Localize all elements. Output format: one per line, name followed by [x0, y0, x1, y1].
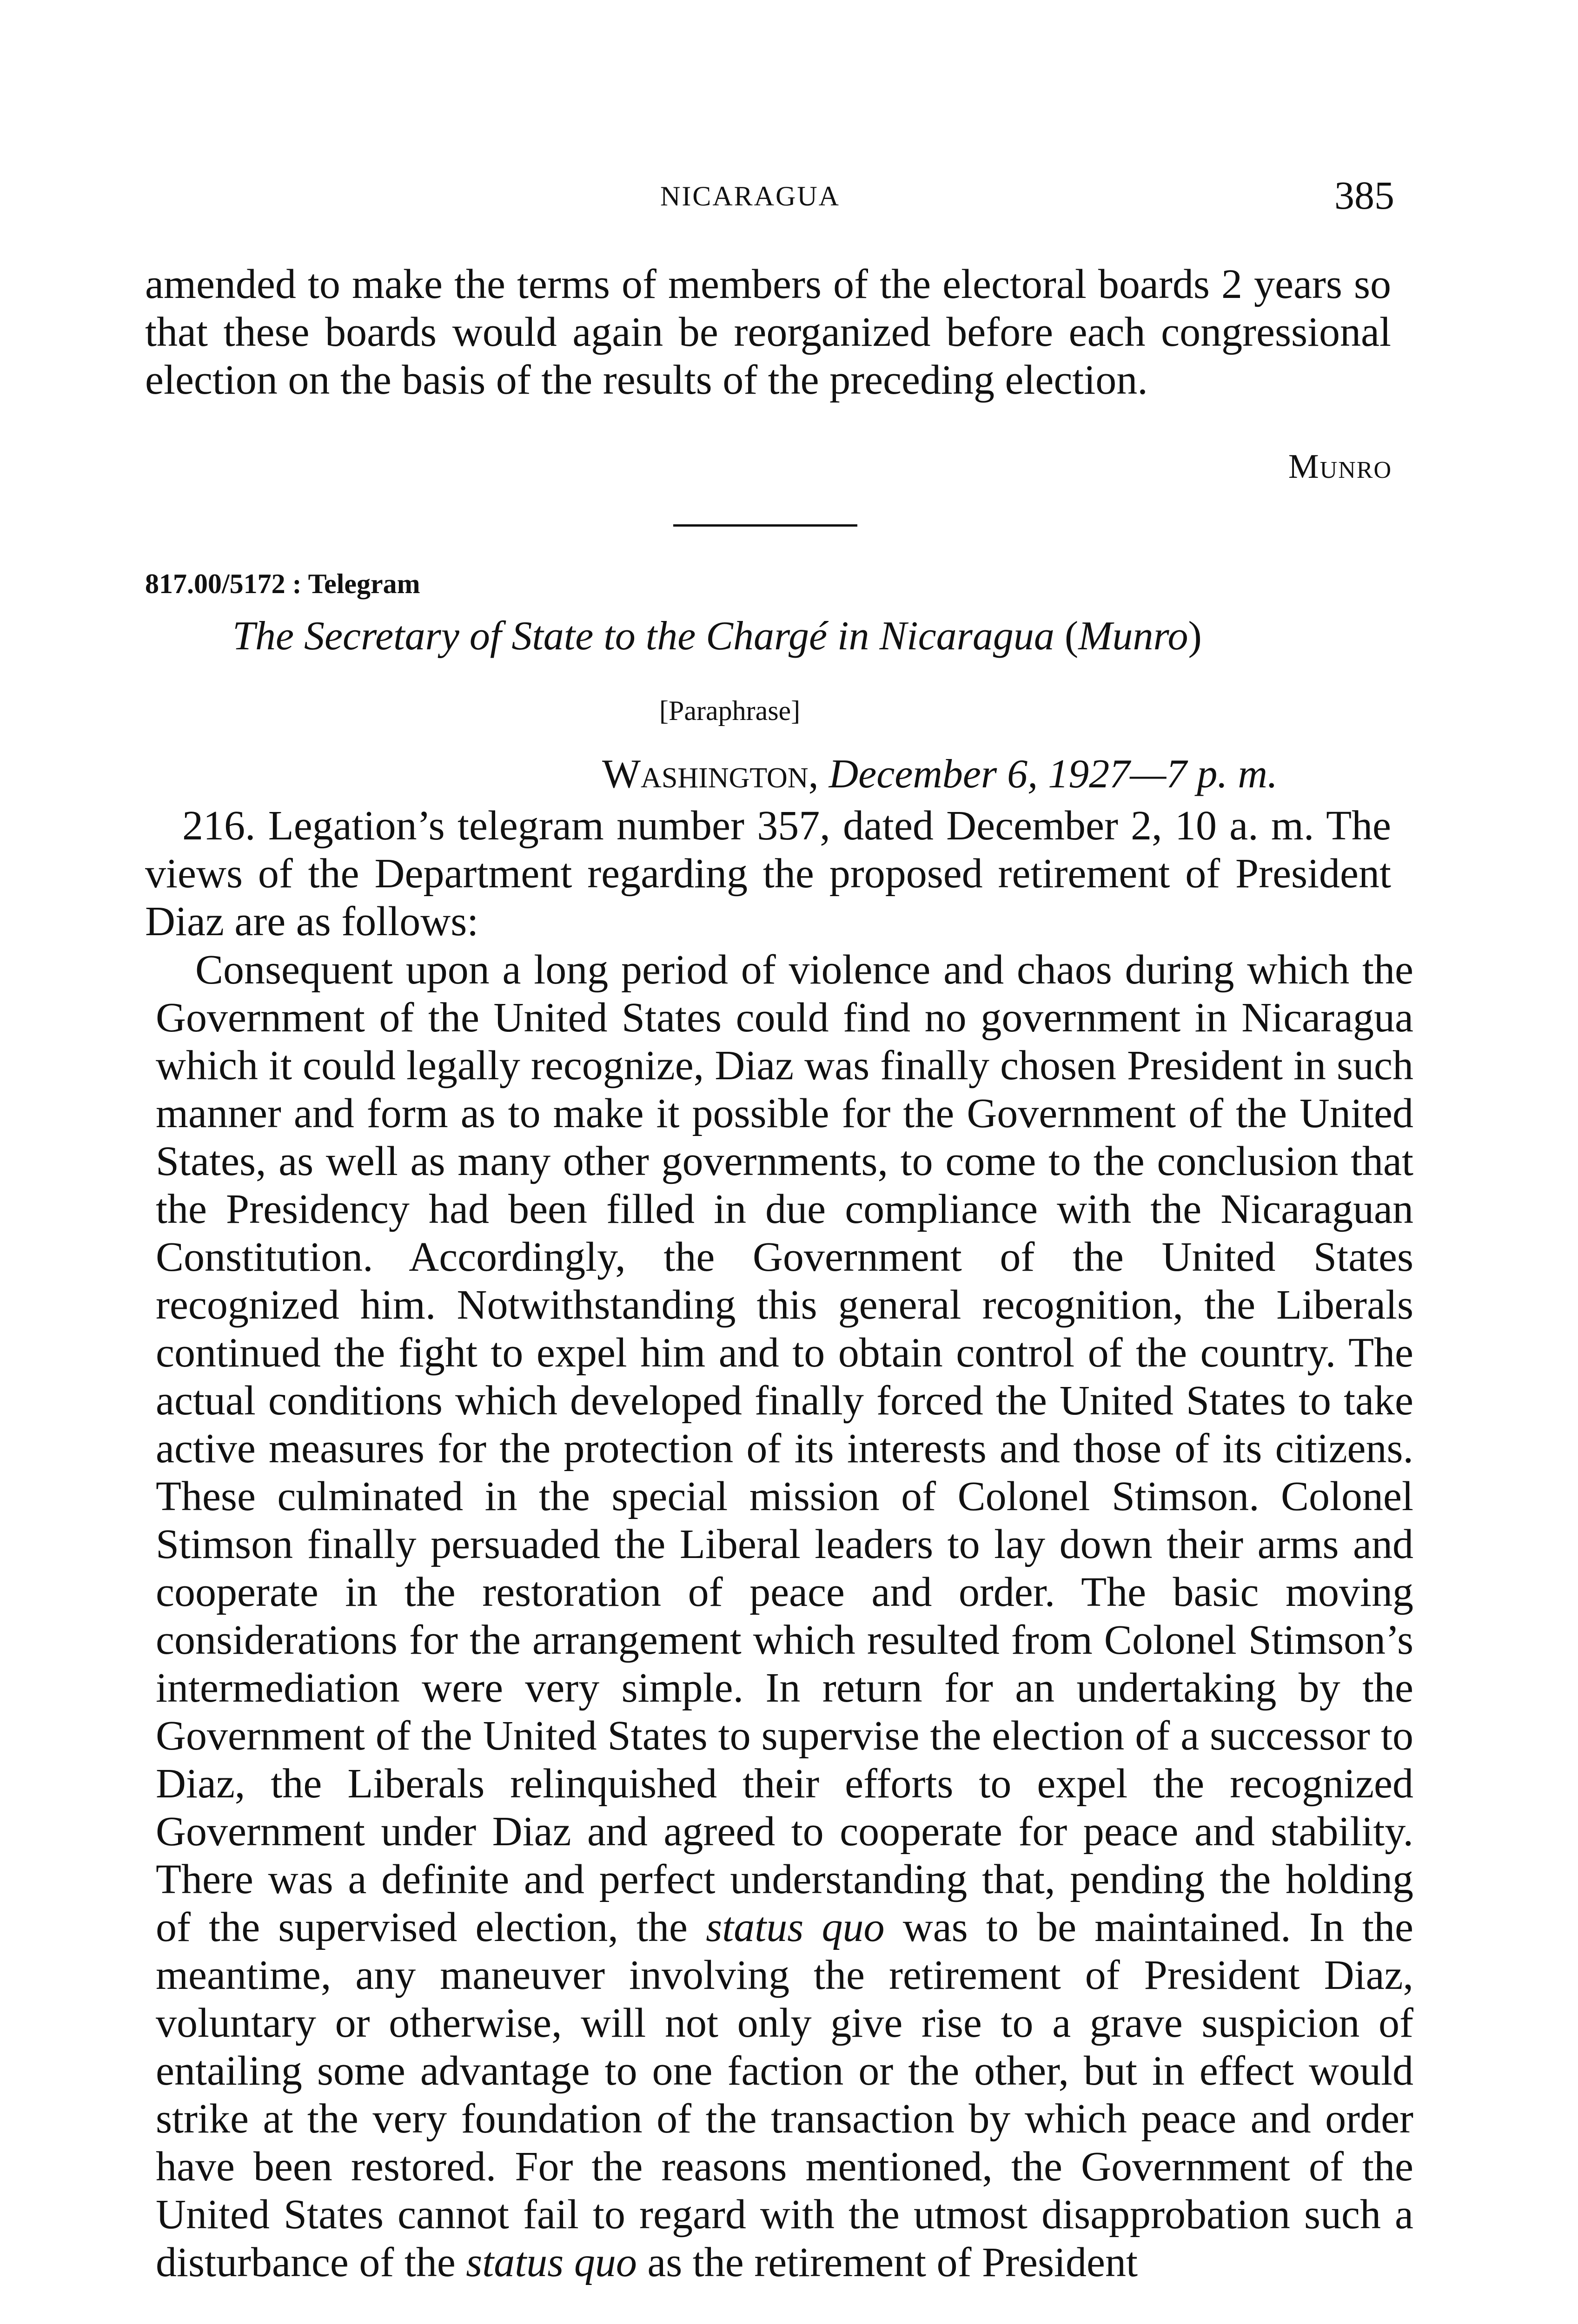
- telegram-body: [156, 946, 1413, 2286]
- signature: Munro: [1288, 448, 1392, 486]
- running-title: NICARAGUA: [660, 181, 840, 211]
- title-paren-open: (: [1064, 614, 1079, 659]
- file-reference: 817.00/5172 : Telegram: [145, 568, 420, 599]
- body-text-part2: was to be maintained. In the meantime, any maneuver involving the retirement of President Diaz, voluntary or otherwise, will not only give rise to a grave suspicion of entailing some advantage to one faction or the other, but in effect would strike at the very foundation of the transaction by which peace and order have been restored. For the reasons mentioned, the Government of the United States cannot fail to regard with the utmost disapprobation such a disturbance of the: [156, 1904, 1414, 2285]
- body-text-part3: as the retirement of President: [647, 2239, 1138, 2285]
- dateline-date: December 6, 1927—7 p. m.: [829, 752, 1278, 797]
- dateline-place: Washington,: [602, 752, 819, 797]
- status-quo-term-1: status quo: [706, 1904, 885, 1950]
- status-quo-term-2: status quo: [466, 2239, 637, 2285]
- continued-paragraph: amended to make the terms of members of the electoral boards 2 years so that these boards would again be reorganized before each congressional election on the basis of the results of the preceding election.: [145, 261, 1391, 403]
- running-head: [0, 172, 1578, 218]
- section-divider: [673, 524, 857, 527]
- telegram-opening: [145, 802, 1391, 945]
- title-paren-close: ): [1188, 614, 1202, 659]
- dateline: [602, 751, 1278, 798]
- telegram-opening-text: 216. Legation’s telegram number 357, dated December 2, 10 a. m. The views of the Department regarding the proposed retirement of President Diaz are as follows:: [145, 803, 1391, 944]
- paraphrase-note: [Paraphrase]: [659, 695, 801, 726]
- title-text: The Secretary of State to the Chargé in Nicaragua: [232, 614, 1054, 659]
- body-text-part1: Consequent upon a long period of violence and chaos during which the Government of the United States could find no government in Nicaragua which it could legally recognize, Diaz was finally chosen President in such manner and form as to make it possible for the Government of the United States, as well as many other governments, to come to the conclusion that the Presidency had been filled in due compliance with the Nicaraguan Constitution. Accordingly, the Government of the United States recognized him. Notwithstanding this general recognition, the Liberals continued the fight to expel him and to obtain control of the country. The actual conditions which developed finally forced the United States to take active measures for the protection of its interests and those of its citizens. These culminated in the special mission of Colonel Stimson. Colonel Stimson finally persuaded the Liberal leaders to lay down their arms and cooperate in the restoration of peace and order. The basic moving considerations for the arrangement which resulted from Colonel Stimson’s intermediation were very simple. In return for an undertaking by the Government of the United States to supervise the election of a successor to Diaz, the Liberals relinquished their efforts to expel the recognized Government under Diaz and agreed to cooperate for peace and stability. There was a definite and perfect understanding that, pending the holding of the supervised election, the: [156, 947, 1413, 1950]
- document-title: [232, 613, 1202, 660]
- title-name: Munro: [1078, 614, 1188, 659]
- page-number: 385: [1334, 173, 1394, 218]
